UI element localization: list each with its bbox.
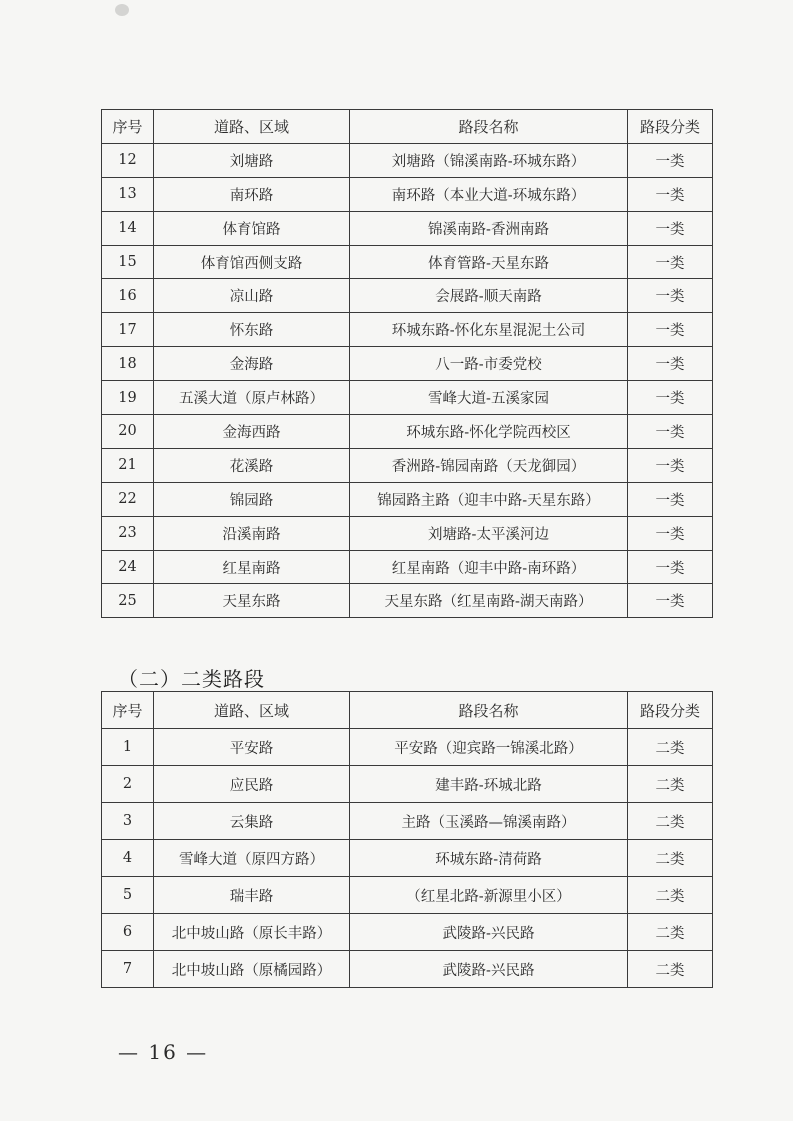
cell-class: 一类 <box>628 211 713 245</box>
cell-class: 一类 <box>628 313 713 347</box>
cell-class: 一类 <box>628 177 713 211</box>
cell-road: 体育馆路 <box>154 211 350 245</box>
cell-class: 一类 <box>628 482 713 516</box>
cell-road: 红星南路 <box>154 550 350 584</box>
table-row <box>102 177 713 211</box>
cell-class: 二类 <box>628 951 713 988</box>
cell-road: 云集路 <box>154 803 350 840</box>
header-segment: 路段名称 <box>350 692 628 729</box>
cell-class: 一类 <box>628 347 713 381</box>
cell-road: 金海西路 <box>154 415 350 449</box>
cell-road: 体育馆西侧支路 <box>154 245 350 279</box>
cell-road: 五溪大道（原卢林路） <box>154 381 350 415</box>
table-row <box>102 279 713 313</box>
cell-road: 平安路 <box>154 729 350 766</box>
cell-segment: 建丰路-环城北路 <box>350 766 628 803</box>
cell-class: 一类 <box>628 550 713 584</box>
cell-segment: 香洲路-锦园南路（天龙御园） <box>350 448 628 482</box>
cell-road: 凉山路 <box>154 279 350 313</box>
header-no: 序号 <box>102 110 154 144</box>
cell-road: 南环路 <box>154 177 350 211</box>
cell-class: 二类 <box>628 766 713 803</box>
cell-no: 7 <box>102 951 154 988</box>
page-number: — 16 — <box>118 1040 209 1064</box>
cell-no: 5 <box>102 877 154 914</box>
table-row <box>102 877 713 914</box>
cell-road: 锦园路 <box>154 482 350 516</box>
cell-segment: 会展路-顺天南路 <box>350 279 628 313</box>
table-body <box>102 729 713 988</box>
header-segment: 路段名称 <box>350 110 628 144</box>
cell-class: 一类 <box>628 279 713 313</box>
table-row <box>102 448 713 482</box>
cell-no: 1 <box>102 729 154 766</box>
cell-segment: 红星南路（迎丰中路-南环路） <box>350 550 628 584</box>
cell-segment: 环城东路-怀化东星混泥土公司 <box>350 313 628 347</box>
cell-no: 22 <box>102 482 154 516</box>
cell-road: 刘塘路 <box>154 143 350 177</box>
table-row <box>102 516 713 550</box>
table-row <box>102 313 713 347</box>
cell-road: 天星东路 <box>154 584 350 618</box>
cell-segment: 八一路-市委党校 <box>350 347 628 381</box>
cell-segment: 刘塘路（锦溪南路-环城东路） <box>350 143 628 177</box>
cell-segment: 锦溪南路-香洲南路 <box>350 211 628 245</box>
cell-segment: 主路（玉溪路—锦溪南路） <box>350 803 628 840</box>
road-class-one-table <box>101 109 713 618</box>
cell-no: 3 <box>102 803 154 840</box>
cell-road: 应民路 <box>154 766 350 803</box>
cell-no: 25 <box>102 584 154 618</box>
table-row <box>102 729 713 766</box>
table-row <box>102 766 713 803</box>
header-road: 道路、区域 <box>154 110 350 144</box>
cell-segment: 刘塘路-太平溪河边 <box>350 516 628 550</box>
cell-no: 24 <box>102 550 154 584</box>
table-row <box>102 951 713 988</box>
cell-no: 4 <box>102 840 154 877</box>
cell-no: 19 <box>102 381 154 415</box>
cell-no: 2 <box>102 766 154 803</box>
cell-class: 一类 <box>628 245 713 279</box>
cell-road: 怀东路 <box>154 313 350 347</box>
header-class: 路段分类 <box>628 692 713 729</box>
cell-class: 一类 <box>628 584 713 618</box>
cell-class: 一类 <box>628 143 713 177</box>
cell-segment: 天星东路（红星南路-湖天南路） <box>350 584 628 618</box>
table-row <box>102 840 713 877</box>
cell-class: 二类 <box>628 729 713 766</box>
cell-segment: 南环路（本业大道-环城东路） <box>350 177 628 211</box>
cell-segment: （红星北路-新源里小区） <box>350 877 628 914</box>
cell-no: 23 <box>102 516 154 550</box>
cell-road: 雪峰大道（原四方路） <box>154 840 350 877</box>
cell-no: 16 <box>102 279 154 313</box>
cell-no: 15 <box>102 245 154 279</box>
table-header-row <box>102 692 713 729</box>
cell-road: 沿溪南路 <box>154 516 350 550</box>
cell-segment: 武陵路-兴民路 <box>350 914 628 951</box>
road-class-two-table <box>101 691 713 988</box>
cell-segment: 环城东路-怀化学院西校区 <box>350 415 628 449</box>
cell-class: 二类 <box>628 914 713 951</box>
cell-class: 二类 <box>628 877 713 914</box>
cell-class: 二类 <box>628 840 713 877</box>
cell-road: 瑞丰路 <box>154 877 350 914</box>
table-body <box>102 143 713 617</box>
cell-segment: 环城东路-清荷路 <box>350 840 628 877</box>
table-row <box>102 211 713 245</box>
section-heading-class-two: （二）二类路段 <box>118 667 265 691</box>
cell-no: 21 <box>102 448 154 482</box>
table-row <box>102 482 713 516</box>
table-row <box>102 347 713 381</box>
header-class: 路段分类 <box>628 110 713 144</box>
cell-road: 北中坡山路（原长丰路） <box>154 914 350 951</box>
cell-class: 一类 <box>628 448 713 482</box>
cell-segment: 雪峰大道-五溪家园 <box>350 381 628 415</box>
page-scan-mark <box>115 4 129 16</box>
cell-segment: 锦园路主路（迎丰中路-天星东路） <box>350 482 628 516</box>
cell-no: 13 <box>102 177 154 211</box>
cell-no: 12 <box>102 143 154 177</box>
table-row <box>102 245 713 279</box>
table-row <box>102 803 713 840</box>
cell-no: 18 <box>102 347 154 381</box>
cell-road: 金海路 <box>154 347 350 381</box>
cell-no: 20 <box>102 415 154 449</box>
cell-class: 一类 <box>628 415 713 449</box>
cell-no: 14 <box>102 211 154 245</box>
cell-segment: 平安路（迎宾路一锦溪北路） <box>350 729 628 766</box>
cell-segment: 体育管路-天星东路 <box>350 245 628 279</box>
cell-road: 花溪路 <box>154 448 350 482</box>
header-road: 道路、区域 <box>154 692 350 729</box>
cell-class: 二类 <box>628 803 713 840</box>
cell-class: 一类 <box>628 516 713 550</box>
cell-no: 17 <box>102 313 154 347</box>
header-no: 序号 <box>102 692 154 729</box>
cell-no: 6 <box>102 914 154 951</box>
table-row <box>102 415 713 449</box>
table-row <box>102 381 713 415</box>
table-row <box>102 143 713 177</box>
cell-segment: 武陵路-兴民路 <box>350 951 628 988</box>
cell-road: 北中坡山路（原橘园路） <box>154 951 350 988</box>
table-row <box>102 550 713 584</box>
table-row <box>102 914 713 951</box>
table-row <box>102 584 713 618</box>
cell-class: 一类 <box>628 381 713 415</box>
table-header-row <box>102 110 713 144</box>
